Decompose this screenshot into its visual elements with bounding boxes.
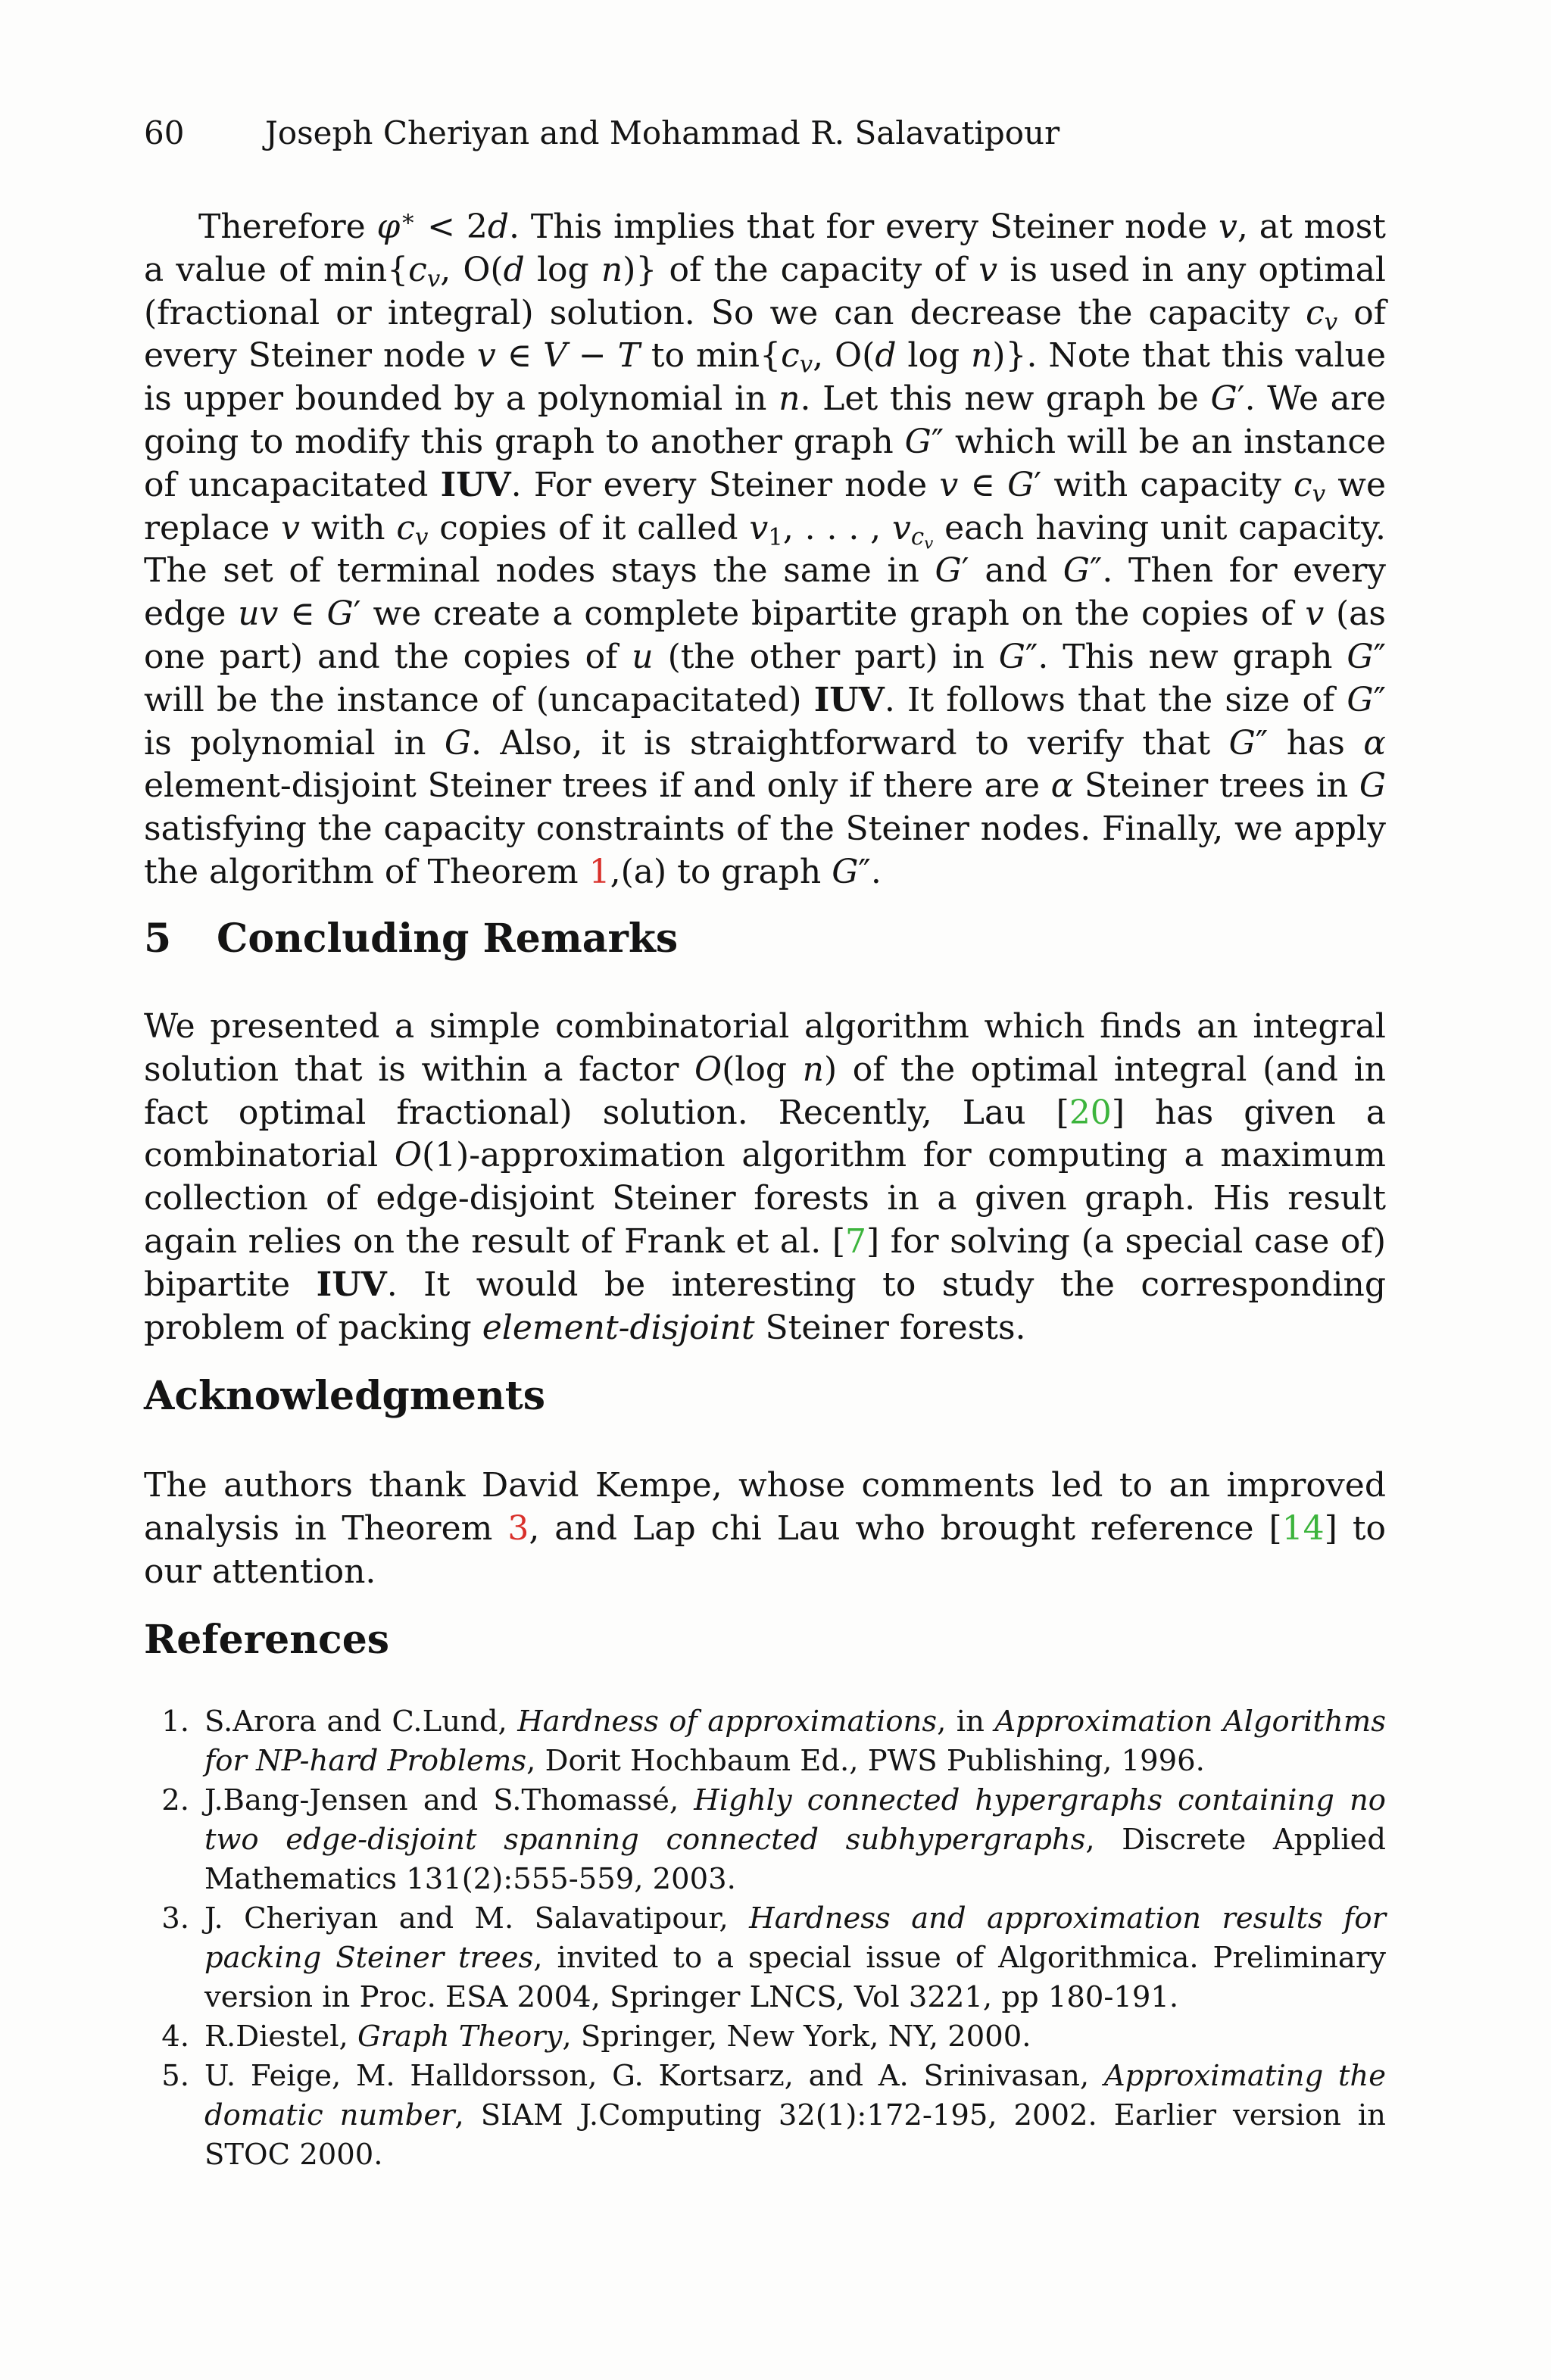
proof-paragraph: Therefore φ∗ < 2d. This implies that for every Steiner node v, at most a value of $\min\{c_v$, O(d log n)} of the capacity of v is used in any optimal (fractional or integral) solution. So we can decrease the capacity $c_v$ of every Steiner node v ∈ V − T to $\min\{c_v$, O(d log n)}. Note that this value is upper bounded by a polynomial in n. Let this new graph be G′. We are going to modify this graph to another graph G″ which will be an instance of uncapacitated IUV. For every Steiner node v ∈ G′ with capacity $c_v$ we replace v with $c_v$ copies of it called $v_1$, . . . , $v_{c_v}$ each having unit capacity. The set of terminal nodes stays the same in G′ and G″. Then for every edge uv ∈ G′ we create a complete bipartite graph on the copies of v (as one part) and the copies of u (the other part) in G″. This new graph G″ will be the instance of (uncapacitated) IUV. It follows that the size of G″ is polynomial in G. Also, it is straightforward to verify that G″ has α element-disjoint Steiner trees if and only if there are α Steiner trees in G satisfying the capacity constraints of the Steiner nodes. Finally, we apply the algorithm of Theorem 1,(a) to graph G″.	[144, 204, 1387, 891]
reference-item: 1. S.Arora and C.Lund, Hardness of approximations, in Approximation Algorithms for NP-hard Problems, Dorit Hochbaum Ed., PWS Publishing, 1996.	[161, 1705, 1386, 1778]
citation-14-link[interactable]: 14	[1281, 1508, 1325, 1548]
theorem-1-link[interactable]: 1	[588, 852, 610, 891]
reference-item: 4. R.Diestel, Graph Theory, Springer, New York, NY, 2000.	[161, 2020, 1031, 2054]
section-5-heading: 5 Concluding Remarks	[144, 916, 679, 962]
reference-item: 3. J. Cheriyan and M. Salavatipour, Hardness and approximation results for packing Steiner trees, invited to a special issue of Algorithmica. Preliminary version in Proc. ESA 2004, Springer LNCS, Vol 3221, pp 180-191.	[161, 1901, 1386, 2014]
citation-7-link[interactable]: 7	[844, 1221, 866, 1261]
acknowledgments-paragraph: The authors thank David Kempe, whose comments led to an improved analysis in Theorem 3, and Lap chi Lau who brought reference [14] to our attention.	[144, 1466, 1387, 1591]
running-header	[144, 114, 1059, 153]
references-heading: References	[144, 1617, 390, 1663]
reference-item: 5. U. Feige, M. Halldorsson, G. Kortsarz, and A. Srinivasan, Approximating the domatic number, SIAM J.Computing 32(1):172-195, 2002. Earlier version in STOC 2000.	[161, 2059, 1386, 2172]
reference-list	[144, 1702, 1386, 2175]
running-header-authors: Joseph Cheriyan and Mohammad R. Salavatipour	[265, 114, 1060, 151]
reference-item: 2. J.Bang-Jensen and S.Thomassé, Highly connected hypergraphs containing no two edge-disjoint spanning connected subhypergraphs, Discrete Applied Mathematics 131(2):555-559, 2003.	[161, 1783, 1386, 1896]
theorem-3-link[interactable]: 3	[507, 1508, 529, 1548]
concluding-paragraph: We presented a simple combinatorial algorithm which finds an integral solution that is within a factor O(log n) of the optimal integral (and in fact optimal fractional) solution. Recently, Lau [20] has given a combinatorial O(1)-approximation algorithm for computing a maximum collection of edge-disjoint Steiner forests in a given graph. His result again relies on the result of Frank et al. [7] for solving (a special case of) bipartite IUV. It would be interesting to study the corresponding problem of packing element-disjoint Steiner forests.	[144, 1007, 1387, 1347]
page-number: 60	[144, 114, 185, 151]
citation-20-link[interactable]: 20	[1069, 1093, 1112, 1132]
acknowledgments-heading: Acknowledgments	[144, 1373, 546, 1419]
